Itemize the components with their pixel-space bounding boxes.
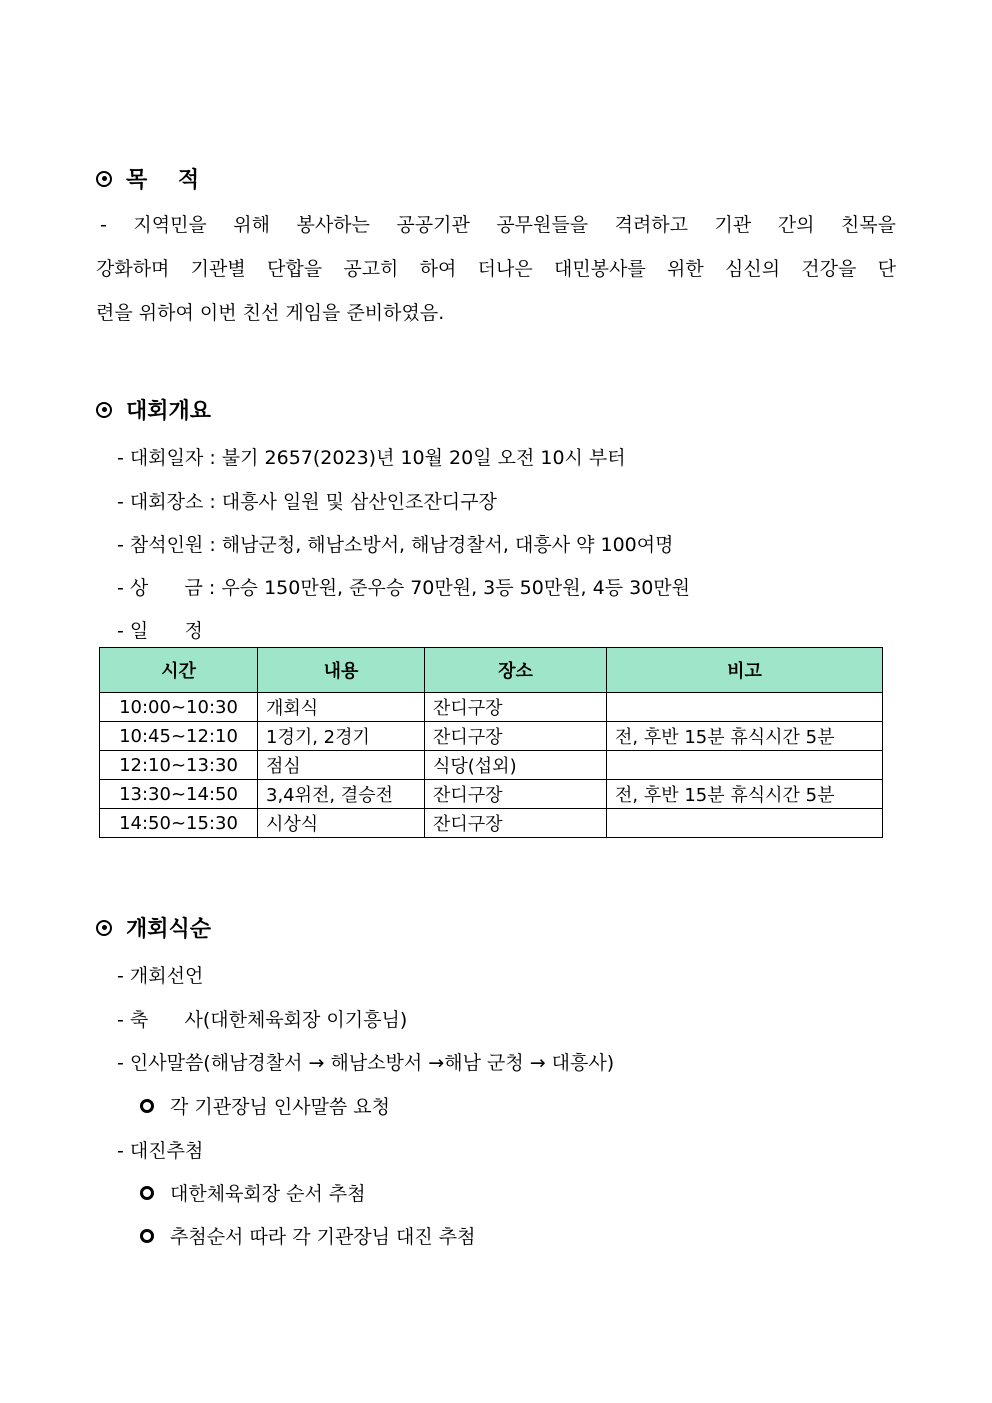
circle-ring-icon [140, 1099, 154, 1113]
ceremony-draw-sub-1-text: 대한체육회장 순서 추첨 [170, 1183, 366, 1205]
ceremony-item-greetings: - 인사말씀(해남경찰서 → 해남소방서 →해남 군청 → 대흥사) [117, 1052, 615, 1074]
ceremony-greetings-sub [140, 1092, 390, 1119]
purpose-line-1: - 지역민을 위해 봉사하는 공공기관 공무원들을 격려하고 기관 간의 친목을 [100, 214, 896, 236]
overview-attendees: - 참석인원 : 해남군청, 해남소방서, 해남경찰서, 대흥사 약 100여명 [117, 534, 674, 556]
ceremony-item-draw: - 대진추첨 [117, 1140, 204, 1162]
cell-place: 잔디구장 [425, 722, 607, 751]
ceremony-item-congrats: - 축 사(대한체육회장 이기흥님) [117, 1009, 408, 1031]
table-row [100, 751, 883, 780]
cell-time: 13:30~14:50 [100, 780, 258, 809]
cell-place: 식당(섭외) [425, 751, 607, 780]
overview-schedule-label: - 일 정 [117, 620, 203, 642]
cell-time: 12:10~13:30 [100, 751, 258, 780]
cell-time: 10:45~12:10 [100, 722, 258, 751]
ceremony-draw-sub-2-text: 추첨순서 따라 각 기관장님 대진 추첨 [170, 1226, 476, 1248]
cell-content: 점심 [258, 751, 425, 780]
ceremony-draw-sub-2 [140, 1222, 476, 1249]
ceremony-greetings-sub-text: 각 기관장님 인사말씀 요청 [170, 1096, 391, 1118]
cell-place: 잔디구장 [425, 693, 607, 722]
overview-title-text: 대회개요 [126, 399, 212, 424]
cell-place: 잔디구장 [425, 809, 607, 838]
ceremony-draw-sub-1 [140, 1179, 366, 1206]
circle-dot-icon [96, 171, 112, 187]
header-place: 장소 [425, 648, 607, 693]
cell-content: 3,4위전, 결승전 [258, 780, 425, 809]
circle-ring-icon [140, 1186, 154, 1200]
overview-prize: - 상 금 : 우승 150만원, 준우승 70만원, 3등 50만원, 4등 30만원 [117, 577, 690, 599]
header-time: 시간 [100, 648, 258, 693]
cell-content: 시상식 [258, 809, 425, 838]
schedule-table [99, 647, 883, 838]
table-row [100, 809, 883, 838]
circle-dot-icon [96, 920, 112, 936]
purpose-line-2: 강화하며 기관별 단합을 공고히 하여 더나은 대민봉사를 위한 심신의 건강을 단 [96, 258, 896, 280]
schedule-header-row [100, 648, 883, 693]
circle-dot-icon [96, 402, 112, 418]
ceremony-item-opening: - 개회선언 [117, 965, 204, 987]
header-note: 비고 [607, 648, 883, 693]
cell-note [607, 809, 883, 838]
cell-content: 개회식 [258, 693, 425, 722]
cell-note: 전, 후반 15분 휴식시간 5분 [607, 780, 883, 809]
cell-note: 전, 후반 15분 휴식시간 5분 [607, 722, 883, 751]
purpose-line-3: 련을 위하여 이번 친선 게임을 준비하였음. [96, 302, 445, 324]
cell-content: 1경기, 2경기 [258, 722, 425, 751]
table-row [100, 693, 883, 722]
ceremony-title [96, 912, 211, 943]
circle-ring-icon [140, 1229, 154, 1243]
overview-title [96, 394, 211, 425]
overview-date: - 대회일자 : 불기 2657(2023)년 10월 20일 오전 10시 부터 [117, 447, 626, 469]
cell-place: 잔디구장 [425, 780, 607, 809]
ceremony-title-text: 개회식순 [126, 917, 212, 942]
cell-note [607, 751, 883, 780]
table-row [100, 780, 883, 809]
cell-time: 10:00~10:30 [100, 693, 258, 722]
header-content: 내용 [258, 648, 425, 693]
purpose-title-text: 목 적 [126, 168, 200, 193]
purpose-title [96, 163, 199, 194]
cell-time: 14:50~15:30 [100, 809, 258, 838]
overview-venue: - 대회장소 : 대흥사 일원 및 삼산인조잔디구장 [117, 491, 497, 513]
cell-note [607, 693, 883, 722]
table-row [100, 722, 883, 751]
